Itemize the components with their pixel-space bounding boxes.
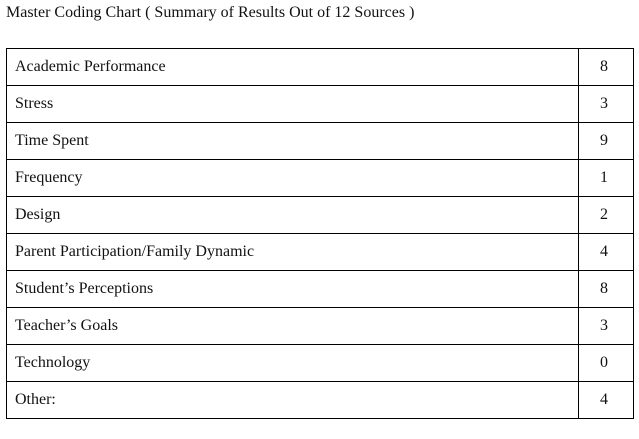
category-cell: Design bbox=[7, 197, 579, 234]
category-cell: Teacher’s Goals bbox=[7, 308, 579, 345]
master-coding-table bbox=[6, 48, 634, 419]
category-cell: Stress bbox=[7, 86, 579, 123]
table-row bbox=[7, 197, 634, 234]
table-row bbox=[7, 271, 634, 308]
table-row bbox=[7, 308, 634, 345]
category-cell: Parent Participation/Family Dynamic bbox=[7, 234, 579, 271]
count-cell: 4 bbox=[579, 382, 634, 419]
count-cell: 3 bbox=[579, 308, 634, 345]
document-title: Master Coding Chart ( Summary of Results Out of 12 Sources ) bbox=[6, 4, 415, 21]
category-cell: Student’s Perceptions bbox=[7, 271, 579, 308]
table-row bbox=[7, 123, 634, 160]
count-cell: 1 bbox=[579, 160, 634, 197]
table-row bbox=[7, 49, 634, 86]
count-cell: 3 bbox=[579, 86, 634, 123]
category-cell: Academic Performance bbox=[7, 49, 579, 86]
count-cell: 4 bbox=[579, 234, 634, 271]
category-cell: Other: bbox=[7, 382, 579, 419]
table-row bbox=[7, 382, 634, 419]
count-cell: 8 bbox=[579, 271, 634, 308]
category-cell: Frequency bbox=[7, 160, 579, 197]
table-row bbox=[7, 160, 634, 197]
count-cell: 0 bbox=[579, 345, 634, 382]
category-cell: Time Spent bbox=[7, 123, 579, 160]
count-cell: 8 bbox=[579, 49, 634, 86]
count-cell: 2 bbox=[579, 197, 634, 234]
table-row bbox=[7, 345, 634, 382]
count-cell: 9 bbox=[579, 123, 634, 160]
table-row bbox=[7, 234, 634, 271]
table-row bbox=[7, 86, 634, 123]
category-cell: Technology bbox=[7, 345, 579, 382]
